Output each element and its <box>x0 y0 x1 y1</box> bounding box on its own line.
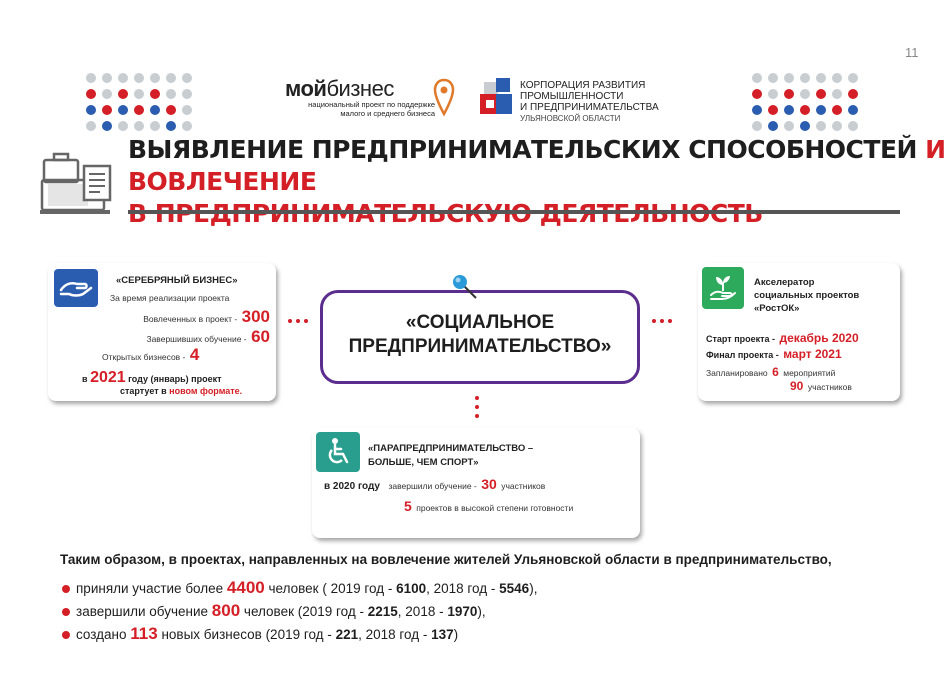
connector-dot <box>652 319 656 323</box>
corporation-cube-icon <box>478 76 518 122</box>
silver-row-opened: Открытых бизнесов - 4 <box>102 345 200 364</box>
summary-bullet-businesses: создано 113 новых бизнесов (2019 год - 221, 2018 год - 137) <box>62 624 458 644</box>
bullet-dot <box>62 631 70 639</box>
connector-dot <box>475 405 479 409</box>
location-pin-icon <box>433 78 455 120</box>
decor-dots-right <box>752 73 860 133</box>
rostok-plan-events: Запланировано 6 мероприятий <box>706 365 836 379</box>
corp-line-1: КОРПОРАЦИЯ РАЗВИТИЯ <box>520 80 646 91</box>
silver-row-involved: Вовлеченных в проект - 300 <box>143 307 270 326</box>
silver-business-heading: «СЕРЕБРЯНЫЙ БИЗНЕС» <box>116 275 238 286</box>
business-laptop-icon <box>40 148 120 220</box>
summary-bullet-participants: приняли участие более 4400 человек ( 2019 год - 6100, 2018 год - 5546), <box>62 578 537 598</box>
connector-dot <box>668 319 672 323</box>
sprout-hand-icon <box>702 267 744 309</box>
summary-bullet-trained: завершили обучение 800 человек (2019 год - 2215, 2018 - 1970), <box>62 601 486 621</box>
bullet-dot <box>62 585 70 593</box>
connector-dot <box>660 319 664 323</box>
connector-dot <box>475 414 479 418</box>
connector-dot <box>288 319 292 323</box>
social-entrepreneurship-box <box>320 290 640 384</box>
title-line1-dark: ВЫЯВЛЕНИЕ ПРЕДПРИНИМАТЕЛЬСКИХ СПОСОБНОСТЕЙ <box>128 135 917 164</box>
silver-period: За время реализации проекта <box>110 293 230 303</box>
para-entrepreneurship-card <box>312 428 640 538</box>
rostok-start: Старт проекта - декабрь 2020 <box>706 331 859 345</box>
silver-footnote-line1: в 2021 году (январь) проект <box>82 369 222 386</box>
para-heading: «ПАРАПРЕДПРИНИМАТЕЛЬСТВО – БОЛЬШЕ, ЧЕМ СПОРТ» <box>368 443 534 468</box>
connector-dot <box>304 319 308 323</box>
rostok-plan-people: 90 участников <box>790 379 852 393</box>
connector-dot <box>475 396 479 400</box>
title-divider <box>128 210 900 214</box>
connector-dot <box>296 319 300 323</box>
moi-biznes-wordmark: мойбизнес <box>285 76 394 101</box>
moi-biznes-subtitle-2: малого и среднего бизнеса <box>340 109 435 118</box>
center-line-1: «СОЦИАЛЬНОЕ <box>405 312 555 333</box>
title-line2-red <box>128 198 952 230</box>
page-number: 11 <box>905 45 919 60</box>
bullet-dot <box>62 608 70 616</box>
page-title <box>128 134 952 230</box>
rostok-heading: Акселератор социальных проектов «РостОК» <box>754 277 860 314</box>
decor-dots-left <box>86 73 194 133</box>
corp-line-2: ПРОМЫШЛЕННОСТИ <box>520 91 624 102</box>
silver-business-card <box>48 263 276 401</box>
moi-biznes-logo <box>285 78 455 128</box>
push-pin-icon <box>450 272 480 300</box>
rostok-accelerator-card <box>698 263 900 401</box>
center-line-2: ПРЕДПРИНИМАТЕЛЬСТВО» <box>348 336 612 357</box>
wheelchair-icon <box>316 432 360 472</box>
handshake-icon <box>54 269 98 307</box>
para-row-trained: в 2020 году завершили обучение - 30 участников <box>324 476 546 492</box>
para-row-projects: 5 проектов в высокой степени готовности <box>404 498 574 514</box>
corp-line-4: УЛЬЯНОВСКОЙ ОБЛАСТИ <box>520 114 621 123</box>
corp-line-3: И ПРЕДПРИНИМАТЕЛЬСТВА <box>520 102 659 113</box>
summary-intro: Таким образом, в проектах, направленных на вовлечение жителей Ульяновской области в предпринимательство, <box>60 552 832 567</box>
silver-row-trained: Завершивших обучение - 60 <box>146 327 270 346</box>
corporation-logo <box>478 76 678 126</box>
silver-footnote-line2: стартует в новом формате. <box>120 386 243 396</box>
moi-biznes-subtitle-1: национальный проект по поддержке <box>308 100 435 109</box>
title-line1-red: И ВОВЛЕЧЕНИЕ <box>128 135 946 196</box>
rostok-end: Финал проекта - март 2021 <box>706 347 842 361</box>
